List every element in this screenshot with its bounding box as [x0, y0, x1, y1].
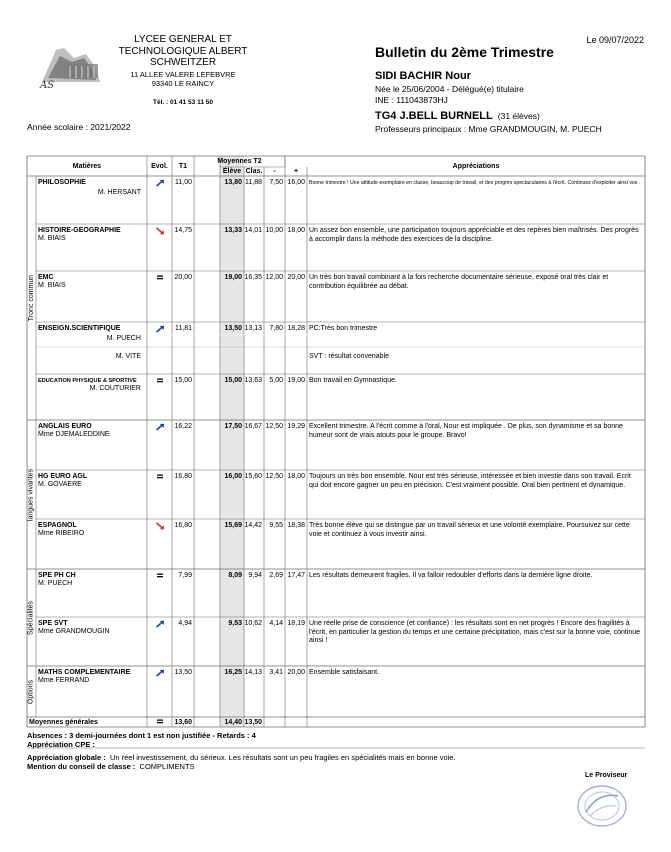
appreciation-text: Toujours un très bon ensemble. Nour est très sérieuse, intéressée et bien investie dans son travail. Ecrit qui doit encore gagner un peu en précision. C'est vraiment possible. Oral bien pertinent et dynamique. [309, 473, 631, 489]
grade-max: 18,19 [287, 620, 305, 627]
grade-min: 9,55 [269, 522, 283, 529]
equal-icon [155, 377, 165, 385]
header-evol: Evol. [151, 163, 168, 170]
grade-class: 14,13 [244, 669, 262, 676]
grade-class: 13,13 [244, 325, 262, 332]
grade-t1: 20,00 [174, 274, 192, 281]
grade-class: 16,67 [244, 423, 262, 430]
grade-t1: 11,81 [175, 325, 192, 332]
general-average-label: Moyennes générales [29, 719, 98, 726]
subject-name: ENSEIGN.SCIENTIFIQUE [38, 325, 121, 332]
trend-down-icon [155, 227, 165, 235]
grade-eleve: 15,69 [224, 522, 242, 529]
teacher-name: M. HERSANT [97, 189, 141, 196]
grade-class: 15,60 [244, 473, 262, 480]
class-label: TG4 J.BELL BURNELL [375, 110, 493, 122]
teacher-name: M. PUECH [106, 335, 141, 342]
header-max: + [293, 168, 299, 175]
school-name-line1: LYCEE GENERAL ET [134, 34, 232, 45]
svg-text:AS: AS [40, 80, 55, 90]
teacher-name: M. GOVAERE [38, 481, 82, 488]
bulletin-title: Bulletin du 2ème Trimestre [375, 44, 554, 60]
class-council-mention [27, 762, 195, 771]
subject-name: SPE PH CH [38, 572, 76, 579]
group-label: Spécialités [27, 600, 35, 635]
header-eleve: Élève [222, 168, 242, 175]
appreciation-text: Les résultats demeurent fragiles. Il va falloir redoubler d'efforts dans la dernière ligne droite. [309, 572, 593, 579]
trend-up-icon [155, 423, 165, 431]
grade-min: 7,80 [269, 325, 283, 332]
teacher-name: Mme DJEMALEDDINE [38, 431, 110, 438]
grade-max: 18,38 [287, 522, 305, 529]
header-clas: Clas. [245, 168, 263, 175]
grade-t1: 15,00 [174, 377, 192, 384]
appreciation-text: PC:Très bon trimestre [309, 325, 378, 332]
grade-class: 9,94 [248, 572, 262, 579]
header-appreciations: Appréciations [452, 163, 500, 170]
subject-name: SPE SVT [38, 620, 68, 627]
global-appreciation [27, 753, 456, 762]
appreciation-text: Un très bon travail combinant à la fois recherche documentaire sérieuse, exposé oral très clair et contribution équilibrée au débat. [309, 274, 609, 290]
trend-up-icon [155, 669, 165, 677]
general-t1: 13,60 [174, 719, 192, 726]
student-birth: Née le 25/06/2004 - Délégué(e) titulaire [375, 84, 524, 94]
official-stamp-icon [572, 782, 632, 830]
school-address-line2: 93340 LE RAINCY [151, 79, 215, 88]
grade-max: 18,00 [287, 227, 305, 234]
grade-min: 12,50 [265, 473, 283, 480]
grade-t1: 16,22 [174, 423, 192, 430]
header-moyennes-t2: Moyennes T2 [217, 158, 262, 165]
grade-max: 18,00 [287, 473, 305, 480]
subject-name: HISTOIRE-GEOGRAPHIE [38, 227, 121, 234]
subject-name: MATHS COMPLEMENTAIRE [38, 669, 131, 676]
student-name: SIDI BACHIR Nour [375, 70, 471, 82]
subject-name: ANGLAIS EURO [38, 423, 92, 430]
grade-class: 10,62 [244, 620, 262, 627]
appreciation-text: SVT : résultat convenable [309, 353, 390, 360]
grade-eleve: 17,50 [224, 423, 242, 430]
equal-icon [155, 572, 165, 580]
appreciation-text: Bon travail en Gymnastique. [309, 377, 397, 384]
teacher-name: Mme GRANDMOUGIN [38, 628, 110, 635]
grade-class: 11,88 [245, 179, 262, 186]
trend-up-icon [155, 179, 165, 187]
subject-name: EMC [38, 274, 54, 281]
trend-up-icon [155, 620, 165, 628]
equal-icon [155, 718, 165, 726]
school-phone: Tél. : 01 41 53 11 50 [153, 99, 213, 106]
grade-t1: 16,80 [174, 473, 192, 480]
grade-max: 19,29 [287, 423, 305, 430]
teacher-name: M. BIAIS [38, 282, 66, 289]
group-label: langues vivantes [27, 468, 35, 521]
grade-t1: 13,50 [174, 669, 192, 676]
appreciation-text: Ensemble satisfaisant. [309, 669, 380, 676]
general-eleve: 14,40 [224, 719, 242, 726]
grade-eleve: 19,00 [224, 274, 242, 281]
grade-eleve: 16,25 [224, 669, 242, 676]
global-appreciation-label: Appréciation globale : [27, 753, 106, 762]
grade-t1: 14,75 [174, 227, 192, 234]
grade-t1: 16,80 [174, 522, 192, 529]
mention-label: Mention du conseil de classe : [27, 762, 136, 771]
teacher-name: Mme RIBEIRO [38, 530, 85, 537]
appreciation-text: Excellent trimestre. A l'écrit comme à l'oral, Nour est impliquée . De plus, son dynamisme et sa bonne humeur sont de vrais atouts pour le groupe. Bravo! [309, 423, 623, 439]
student-ine: INE : 111043873HJ [375, 95, 448, 105]
subject-name: ESPAGNOL [38, 522, 77, 529]
grade-min: 12,50 [265, 423, 283, 430]
grade-max: 18,28 [287, 325, 305, 332]
grade-max: 20,00 [287, 669, 305, 676]
grade-min: 3,41 [269, 669, 283, 676]
grade-eleve: 13,80 [224, 179, 242, 186]
header-min: - [273, 168, 276, 175]
print-date: Le 09/07/2022 [586, 35, 644, 45]
school-name-line2: TECHNOLOGIQUE ALBERT [118, 45, 248, 57]
teacher-name: Mme FERRAND [38, 677, 90, 684]
grade-max: 20,00 [287, 274, 305, 281]
subject-name: PHILOSOPHIE [38, 179, 86, 186]
grade-class: 16,35 [244, 274, 262, 281]
equal-icon [155, 274, 165, 282]
grade-eleve: 9,53 [228, 620, 242, 627]
table-shade [220, 156, 244, 727]
principal-label: Le Proviseur [585, 772, 628, 779]
grade-min: 5,00 [269, 377, 283, 384]
subject-name: HG EURO AGL [38, 473, 88, 480]
school-name-line3: SCHWEITZER [149, 57, 217, 68]
teacher-name: M. COUTURIER [89, 385, 141, 392]
main-teachers: Professeurs principaux : Mme GRANDMOUGIN, M. PUECH [375, 124, 602, 134]
appreciation-text: Bonne trimestre ! Une attitude exemplaire en classe, beaucoup de travail, et des progrès spectaculaires à l'écrit. Continuez d'exploiter ainsi vos . [309, 180, 641, 186]
grade-max: 19,00 [287, 377, 305, 384]
equal-icon [155, 473, 165, 481]
cpe-appreciation: Appréciation CPE : [27, 740, 95, 749]
grade-eleve: 8,09 [228, 572, 242, 579]
grade-eleve: 13,33 [224, 227, 242, 234]
trend-up-icon [155, 325, 165, 333]
grade-min: 12,00 [265, 274, 283, 281]
general-class: 13,50 [244, 719, 262, 726]
grade-t1: 7,99 [178, 572, 192, 579]
teacher-name: M. VITE [115, 353, 141, 360]
grade-class: 14,42 [244, 522, 262, 529]
school-year: Année scolaire : 2021/2022 [27, 122, 131, 132]
absences: Absences : 3 demi-journées dont 1 est non justifiée - Retards : 4 [27, 731, 256, 740]
grade-min: 4,14 [269, 620, 283, 627]
grade-class: 13,63 [244, 377, 262, 384]
school-address-line1: 11 ALLEE VALERE LEFEBVRE [130, 70, 236, 79]
group-label: Tronc commun [27, 274, 35, 322]
appreciation-text: Une réelle prise de conscience (et confiance) : les résultats sont en net progrès ! Encore des fragilités à l'écrit, en particulier la gestion du temps et une certaine précipitation, mais c'est sur la bonne voie, continue ainsi ! [309, 620, 641, 644]
appreciation-text: Un assez bon ensemble, une participation toujours appréciable et des repères bien maîtrisés. Des progrès à accomplir dans la méthode des exercices de la discipline. [309, 227, 639, 243]
grade-max: 16,00 [287, 179, 305, 186]
grade-eleve: 13,50 [224, 325, 242, 332]
trend-down-icon [155, 522, 165, 530]
grade-t1: 11,00 [175, 179, 192, 186]
teacher-name: M. PUECH [38, 580, 73, 587]
header-t1: T1 [178, 163, 188, 170]
grade-min: 2,69 [269, 572, 283, 579]
teacher-name: M. BIAIS [38, 235, 66, 242]
header-matieres: Matières [72, 163, 102, 170]
class-count: (31 élèves) [497, 111, 540, 121]
subject-name: EDUCATION PHYSIQUE & SPORTIVE [38, 378, 137, 384]
grade-eleve: 15,00 [224, 377, 242, 384]
group-label: Options [27, 679, 35, 704]
mention-value: COMPLIMENTS [139, 762, 195, 771]
grade-class: 14,01 [244, 227, 262, 234]
grade-min: 10,00 [265, 227, 283, 234]
grade-min: 7,50 [269, 179, 283, 186]
global-appreciation-text: Un réel investissement, du sérieux. Les résultats sont un peu fragiles en spécialités mais en bonne voie. [109, 753, 456, 762]
grade-max: 17,47 [287, 572, 305, 579]
grade-eleve: 16,00 [224, 473, 242, 480]
appreciation-text: Très bonne élève qui se distingue par un travail sérieux et une volonté exemplaire. Poursuivez sur cette voie et continuez à vous investir ainsi. [309, 522, 630, 538]
grade-t1: 4,94 [178, 620, 192, 627]
